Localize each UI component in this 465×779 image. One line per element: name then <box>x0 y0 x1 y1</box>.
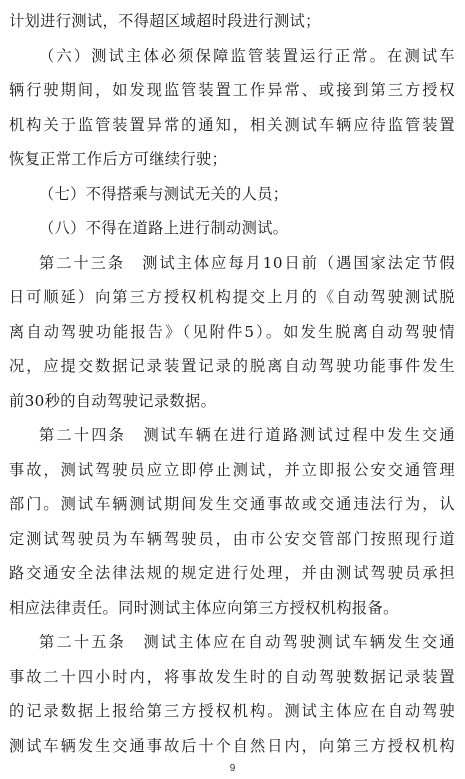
text-line: 前30秒的自动驾驶记录数据。 <box>9 391 217 410</box>
text-line: 第二十三条 测试主体应每月10日前（遇国家法定节假 <box>39 253 455 272</box>
text-line: 的记录数据上报给第三方授权机构。测试主体应在自动驾驶 <box>9 702 455 720</box>
text-line: 机构关于监管装置异常的通知，相关测试车辆应待监管装置 <box>9 115 455 134</box>
text-line: （七）不得搭乘与测试无关的人员； <box>39 184 289 203</box>
text-line: （八）不得在道路上进行制动测试。 <box>39 219 289 237</box>
text-line: 定测试驾驶员为车辆驾驶员，由市公安交管部门按照现行道 <box>9 529 455 548</box>
text-line: 第二十五条 测试主体应在自动驾驶测试车辆发生交通 <box>39 633 455 651</box>
text-line: 离自动驾驶功能报告》（见附件5）。如发生脱离自动驾驶情 <box>9 322 455 341</box>
text-line: 相应法律责任。同时测试主体应向第三方授权机构报备。 <box>9 598 399 617</box>
text-line: 恢复正常工作后方可继续行驶； <box>9 150 228 168</box>
text-line: 事故二十四小时内，将事故发生时的自动驾驶数据记录装置 <box>9 667 455 686</box>
text-line: 部门。测试车辆测试期间发生交通事故或交通违法行为，认 <box>9 495 455 513</box>
text-line: 况，应提交数据记录装置记录的脱离自动驾驶功能事件发生 <box>9 357 455 375</box>
text-line: 事故，测试驾驶员应立即停止测试，并立即报公安交通管理 <box>9 460 455 479</box>
text-line: 日可顺延）向第三方授权机构提交上月的《自动驾驶测试脱 <box>9 288 455 306</box>
page-number: 9 <box>229 763 236 774</box>
text-line: （六）测试主体必须保障监管装置运行正常。在测试车 <box>39 46 455 65</box>
text-line: 辆行驶期间，如发现监管装置工作异常、或接到第三方授权 <box>9 81 455 99</box>
text-line: 测试车辆发生交通事故后十个自然日内，向第三方授权机构 <box>9 736 455 755</box>
text-line: 路交通安全法律法规的规定进行处理，并由测试驾驶员承担 <box>9 564 455 582</box>
text-line: 计划进行测试，不得超区域超时段进行测试； <box>9 12 321 30</box>
body-text <box>9 4 455 763</box>
text-line: 第二十四条 测试车辆在进行道路测试过程中发生交通 <box>39 426 455 444</box>
